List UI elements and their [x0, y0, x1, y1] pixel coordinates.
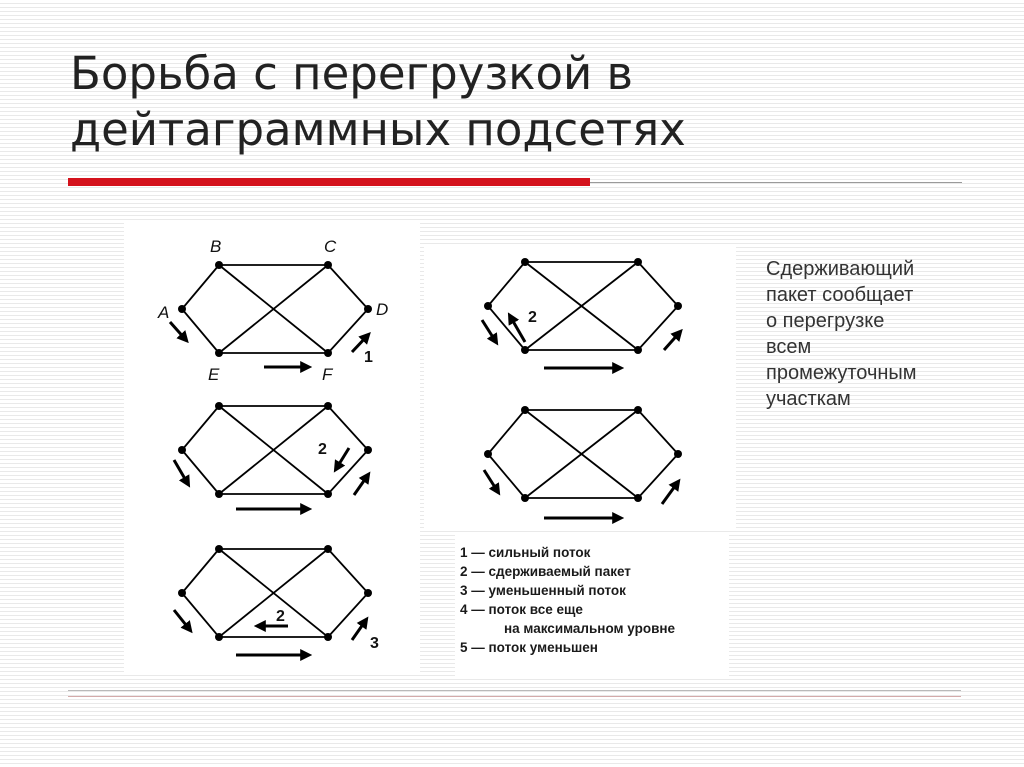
label-c: C	[324, 237, 337, 256]
node-e	[215, 349, 223, 357]
legend	[455, 533, 729, 678]
network-stage-2	[182, 406, 368, 494]
network-stage-1	[182, 265, 368, 353]
choke-arrow-stage-2	[336, 448, 349, 469]
label-d: D	[376, 300, 389, 319]
side-caption	[766, 256, 966, 412]
network-stage-3	[182, 549, 368, 637]
legend-item: 1 — сильный поток	[460, 545, 591, 560]
node-c	[324, 261, 332, 269]
label-a: A	[158, 303, 170, 322]
flow-number-2-stage-4: 2	[528, 309, 537, 326]
legend-item: 5 — поток уменьшен	[460, 640, 598, 655]
diagram-panel-right	[424, 244, 736, 530]
network-diagrams-left	[124, 222, 420, 674]
caption-line: о перегрузке	[766, 310, 885, 332]
stage-5-flow-arrows	[484, 470, 678, 518]
network-diagrams-right	[424, 244, 736, 530]
legend-item: на максимальном уровне	[504, 621, 676, 636]
network-stage-5	[488, 410, 678, 498]
node-d	[364, 305, 372, 313]
label-b: B	[210, 237, 222, 256]
legend-item: 4 — поток все еще	[460, 602, 583, 617]
diagram-panel-left	[124, 222, 420, 674]
title-underline-thin	[590, 182, 962, 183]
flow-number-2-stage-3: 2	[276, 608, 285, 625]
node-a	[178, 305, 186, 313]
stage-4-flow-arrows	[482, 316, 680, 368]
caption-line: промежуточным	[766, 362, 917, 384]
footer-divider-accent	[68, 696, 961, 697]
node-f	[324, 349, 332, 357]
title-underline-red	[68, 178, 590, 186]
stage-2-flow-arrows	[174, 448, 368, 509]
network-stage-4	[488, 262, 678, 350]
choke-arrow-stage-4	[510, 316, 525, 342]
node-b	[215, 261, 223, 269]
caption-line: всем	[766, 336, 812, 358]
label-e: E	[208, 365, 220, 384]
slide-title: Борьба с перегрузкой в дейтаграммных подсетях	[70, 47, 686, 156]
label-f: F	[322, 365, 333, 384]
flow-number-2-stage-2: 2	[318, 441, 327, 458]
caption-line: Сдерживающий	[766, 258, 915, 280]
arrow-in-a	[170, 322, 186, 340]
stage-4-nodes	[484, 258, 682, 354]
stage-1-nodes	[178, 261, 372, 357]
flow-number-1: 1	[364, 349, 373, 366]
caption-line: пакет сообщает	[766, 284, 914, 306]
caption-line: участкам	[766, 388, 851, 410]
stage-5-nodes	[484, 406, 682, 502]
flow-number-3: 3	[370, 635, 379, 652]
footer-divider	[68, 690, 961, 691]
legend-item: 3 — уменьшенный поток	[460, 583, 626, 598]
stage-2-nodes	[178, 402, 372, 498]
legend-item: 2 — сдерживаемый пакет	[460, 564, 631, 579]
